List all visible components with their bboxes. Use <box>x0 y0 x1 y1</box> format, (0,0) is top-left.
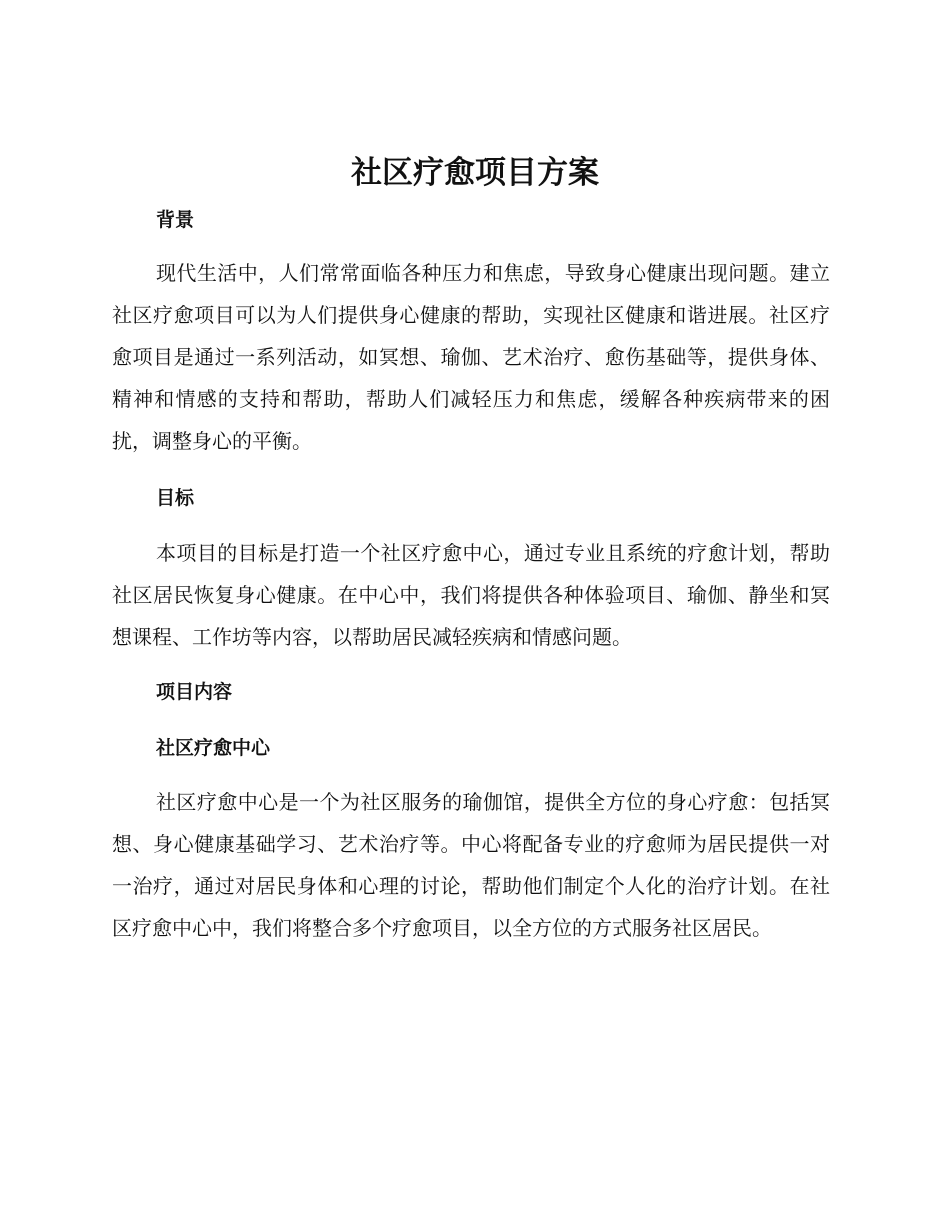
section-heading-project-content: 项目内容 <box>156 681 233 703</box>
section-paragraph-goals: 本项目的目标是打造一个社区疗愈中心，通过专业且系统的疗愈计划，帮助社区居民恢复身心健康。在中心中，我们将提供各种体验项目、瑜伽、静坐和冥想课程、工作坊等内容，以帮助居民减轻疾病和情感问题。 <box>112 541 830 649</box>
section-paragraph-healing-center: 社区疗愈中心是一个为社区服务的瑜伽馆，提供全方位的身心疗愈：包括冥想、身心健康基础学习、艺术治疗等。中心将配备专业的疗愈师为居民提供一对一治疗，通过对居民身体和心理的讨论，帮助他们制定个人化的治疗计划。在社区疗愈中心中，我们将整合多个疗愈项目，以全方位的方式服务社区居民。 <box>112 790 830 940</box>
document-title: 社区疗愈项目方案 <box>351 155 599 191</box>
section-heading-healing-center: 社区疗愈中心 <box>156 737 271 759</box>
section-heading-goals: 目标 <box>156 487 195 509</box>
section-heading-background: 背景 <box>156 209 195 231</box>
section-paragraph-background: 现代生活中，人们常常面临各种压力和焦虑，导致身心健康出现问题。建立社区疗愈项目可以为人们提供身心健康的帮助，实现社区健康和谐进展。社区疗愈项目是通过一系列活动，如冥想、瑜伽、艺术治疗、愈伤基础等，提供身体、精神和情感的支持和帮助，帮助人们减轻压力和焦虑，缓解各种疾病带来的困扰，调整身心的平衡。 <box>112 261 830 453</box>
